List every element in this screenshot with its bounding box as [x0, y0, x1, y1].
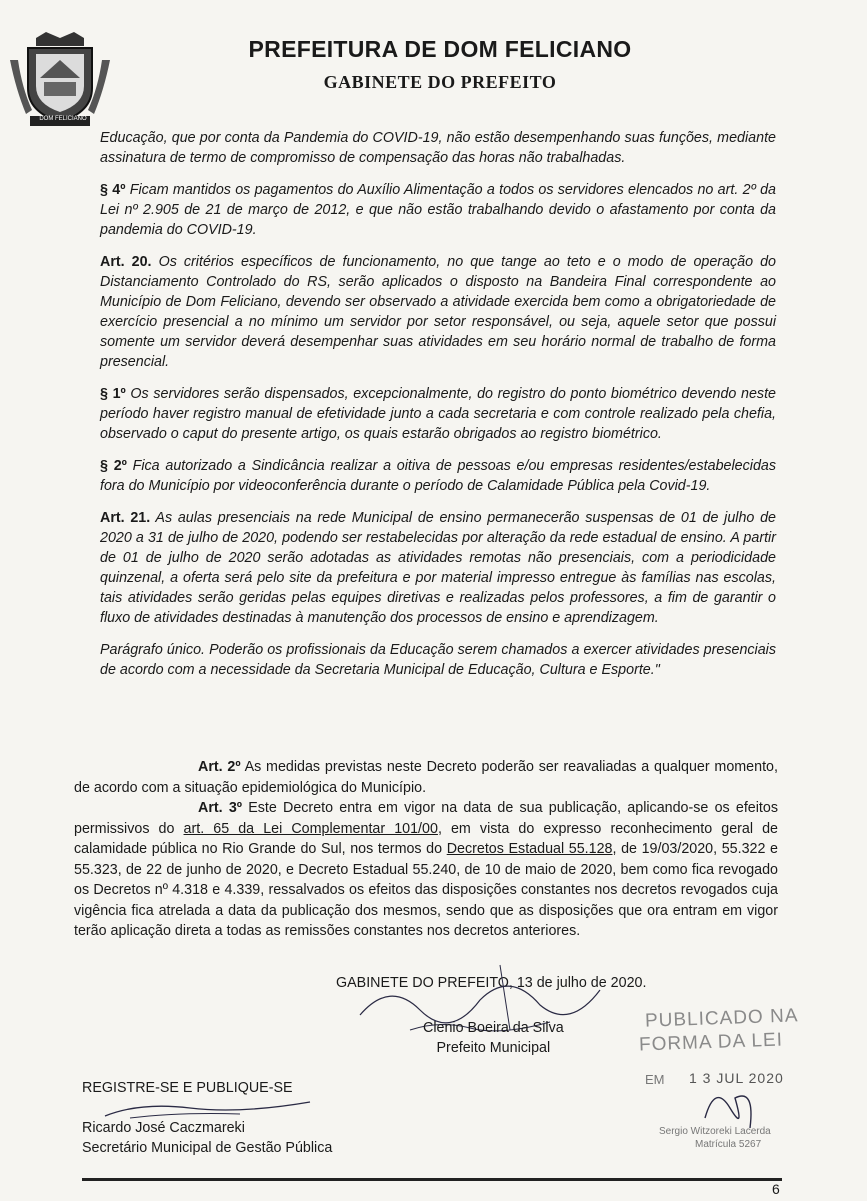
article-2: Art. 2º As medidas previstas neste Decreto poderão ser reavaliadas a qualquer momento, de acordo com a situação epidemiológica do Município. [74, 759, 778, 796]
page-subtitle: GABINETE DO PREFEITO [323, 72, 557, 92]
paragraph: Educação, que por conta da Pandemia do COVID-19, não estão desempenhando suas funções, mediante assinatura de termo de compromisso de compensação das horas não trabalhadas. [100, 130, 776, 166]
page-number: 6 [772, 1181, 780, 1197]
crest-ribbon-text: DOM FELICIANO [39, 116, 87, 122]
decree-reference-link: Decretos Estadual 55.128 [446, 841, 613, 857]
final-articles [74, 757, 778, 942]
page-title: PREFEITURA DE DOM FELICIANO [248, 36, 632, 62]
stamp-em: EM [645, 1072, 665, 1087]
crest-icon [6, 30, 114, 130]
paragraph: § 2º Fica autorizado a Sindicância realizar a oitiva de pessoas e/ou empresas residentes/estabelecidas fora do Município por videoconferência durante o período de Calamidade Pública pela Covid-19. [100, 458, 776, 494]
stamp-matricula: Matrícula 5267 [695, 1139, 762, 1150]
paragraph: Parágrafo único. Poderão os profissionais da Educação serem chamados a exercer atividades presenciais de acordo com a necessidade da Secretaria Municipal de Educação, Cultura e Esporte." [100, 642, 776, 678]
mayor-role: Prefeito Municipal [436, 1040, 551, 1056]
publication-stamp [635, 1005, 811, 1158]
stamp-line-2: FORMA DA LEI [638, 1029, 784, 1056]
law-reference-link: art. 65 da Lei Complementar 101/00 [183, 820, 438, 837]
secretary-role: Secretário Municipal de Gestão Pública [82, 1140, 333, 1156]
mayor-name: Clenio Boeira da Silva [423, 1020, 564, 1036]
stamp-date: 1 3 JUL 2020 [689, 1070, 784, 1086]
secretary-block [82, 1118, 332, 1158]
paragraph: Art. 20. Os critérios específicos de funcionamento, no que tange ao teto e o modo de operação do Distanciamento Controlado do RS, serão aplicados o disposto na Bandeira Final correspondente ao Município de Dom Feliciano, devendo ser observado a atividade exercida bem como a obrigatoriedade de exercício presencial a no mínimo um servidor por setor responsável, ou seja, aquele setor que possui somente um servidor deverá desempenhar suas atividades em seu horário normal de trabalho de forma presencial. [100, 254, 777, 370]
place-and-date: GABINETE DO PREFEITO, 13 de julho de 2020. [336, 975, 647, 991]
paragraph: Art. 21. As aulas presenciais na rede Municipal de ensino permanecerão suspensas de 01 de julho de 2020 a 31 de julho de 2020, podendo ser restabelecidas por alteração da rede estadual de ensino. A partir de 01 de julho de 2020 serão adotadas as atividades remotas não presenciais, com a periodicidade quinzenal, a oferta será pelo site da prefeitura e por material impresso entregue às famílias nas escolas, tais atividades serão geridas pelas equipes diretivas e realizadas pelos professores, a fim de garantir o fluxo de atividades destinadas à manutenção dos processos de ensino e aprendizagem. [100, 510, 776, 626]
stamp-signer-name: Sergio Witzoreki Lacerda [659, 1126, 771, 1137]
footer-divider [82, 1178, 782, 1181]
stamp-line-1: PUBLICADO NA [644, 1005, 799, 1032]
paragraph: § 4º Ficam mantidos os pagamentos do Auxílio Alimentação a todos os servidores elencados no art. 2º da Lei nº 2.905 de 21 de março de 2012, e que não estão trabalhando devido o afastamento por conta da pandemia do COVID-19. [100, 182, 776, 238]
registry-label: REGISTRE-SE E PUBLIQUE-SE [82, 1080, 293, 1096]
document-body [100, 128, 776, 692]
municipal-crest [6, 30, 114, 130]
paragraph: § 1º Os servidores serão dispensados, excepcionalmente, do registro do ponto biométrico devendo neste período haver registro manual de efetividade junto a cada secretaria e com controle realizado pela chefia, observado o caput do presente artigo, os quais estarão obrigados ao registro biométrico. [100, 386, 776, 442]
article-3: Art. 3º Este Decreto entra em vigor na data de sua publicação, aplicando-se os efeitos permissivos do art. 65 da Lei Complementar 101/00, em vista do expresso reconhecimento geral de calamidade pública no Rio Grande do Sul, nos termos do Decretos Estadual 55.128, de 19/03/2020, 55.322 e 55.323, de 22 de junho de 2020, e Decreto Estadual 55.240, de 10 de maio de 2020, bem como fica revogado os Decretos nº 4.318 e 4.339, ressalvados os efeitos das disposições constantes nos decretos revogados cuja vigência fica atrelada a data da publicação dos mesmos, sendo que as disposições que ora entram em vigor terão aplicação direta a todas as remissões constantes nos decretos anteriores. [74, 800, 779, 939]
mayor-signature-block [423, 1018, 564, 1058]
secretary-name: Ricardo José Caczmareki [82, 1120, 245, 1136]
